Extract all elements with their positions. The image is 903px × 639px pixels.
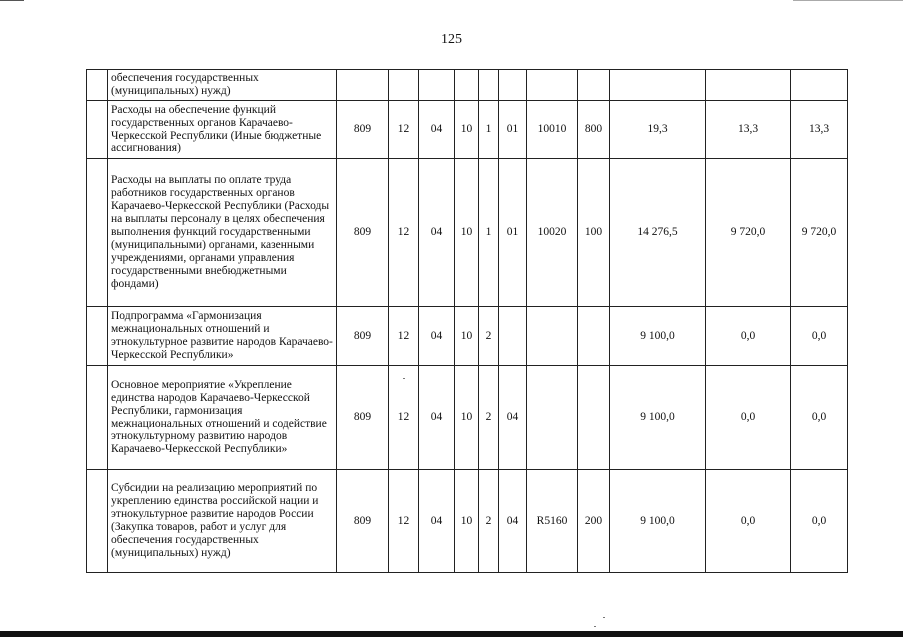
target-event-code xyxy=(499,307,527,366)
page-number: 125 xyxy=(441,32,462,47)
target-event-code: 04 xyxy=(499,470,527,573)
table-row xyxy=(87,70,848,101)
section-code xyxy=(389,70,419,101)
target-program-code: 10 xyxy=(455,366,479,470)
row-marker-cell xyxy=(87,366,108,470)
budget-table xyxy=(86,69,848,573)
amount-year-1: 9 100,0 xyxy=(610,366,706,470)
amount-year-3: 13,3 xyxy=(791,101,848,159)
row-marker-cell xyxy=(87,307,108,366)
row-marker-cell xyxy=(87,70,108,101)
item-name: Субсидии на реализацию мероприятий по укреплению единства российской нации и этнокультурное развитие народов России (Закупка товаров, работ и услуг для обеспечения государственных (муниципальных) нужд) xyxy=(108,470,337,573)
item-name: обеспечения государственных (муниципальных) нужд) xyxy=(108,70,337,101)
table-row xyxy=(87,470,848,573)
target-program-code xyxy=(455,70,479,101)
target-direction-code: 10020 xyxy=(527,159,578,307)
amount-year-3: 0,0 xyxy=(791,366,848,470)
amount-year-2: 0,0 xyxy=(706,366,791,470)
section-code: 12 xyxy=(389,470,419,573)
subsection-code: 04 xyxy=(419,366,455,470)
amount-year-2 xyxy=(706,70,791,101)
amount-year-1: 14 276,5 xyxy=(610,159,706,307)
subsection-code xyxy=(419,70,455,101)
target-subprogram-code: 1 xyxy=(479,159,499,307)
target-subprogram-code: 2 xyxy=(479,366,499,470)
target-subprogram-code: 1 xyxy=(479,101,499,159)
ved-code: 809 xyxy=(337,307,389,366)
amount-year-2: 0,0 xyxy=(706,470,791,573)
table-row xyxy=(87,101,848,159)
expense-type-code: 200 xyxy=(578,470,610,573)
row-marker-cell xyxy=(87,159,108,307)
target-direction-code xyxy=(527,307,578,366)
section-code: 12 xyxy=(389,307,419,366)
item-name: Расходы на обеспечение функций государственных органов Карачаево-Черкесской Республики (Иные бюджетные ассигнования) xyxy=(108,101,337,159)
subsection-code: 04 xyxy=(419,101,455,159)
amount-year-1: 19,3 xyxy=(610,101,706,159)
bottom-edge-band xyxy=(0,631,903,637)
scan-speck xyxy=(403,378,405,379)
target-event-code: 04 xyxy=(499,366,527,470)
target-subprogram-code xyxy=(479,70,499,101)
expense-type-code: 800 xyxy=(578,101,610,159)
target-event-code: 01 xyxy=(499,159,527,307)
section-code: 12 xyxy=(389,101,419,159)
amount-year-3: 0,0 xyxy=(791,470,848,573)
target-subprogram-code: 2 xyxy=(479,470,499,573)
target-event-code xyxy=(499,70,527,101)
item-name: Основное мероприятие «Укрепление единства народов Карачаево-Черкесской Республики, гармонизация межнациональных отношений и содействие этнокультурному развитию народов Карачаево-Черкесской Республики» xyxy=(108,366,337,470)
ved-code: 809 xyxy=(337,159,389,307)
amount-year-3 xyxy=(791,70,848,101)
table-row xyxy=(87,159,848,307)
expense-type-code xyxy=(578,70,610,101)
target-subprogram-code: 2 xyxy=(479,307,499,366)
subsection-code: 04 xyxy=(419,159,455,307)
amount-year-2: 13,3 xyxy=(706,101,791,159)
ved-code: 809 xyxy=(337,101,389,159)
item-name: Расходы на выплаты по оплате труда работников государственных органов Карачаево-Черкесской Республики (Расходы на выплаты персоналу в целях обеспечения выполнения функций государственными (муниципальными) органами, казенными учреждениями, органами управления государственными внебюджетными фондами) xyxy=(108,159,337,307)
expense-type-code xyxy=(578,366,610,470)
scan-speck xyxy=(594,626,596,627)
amount-year-1 xyxy=(610,70,706,101)
top-edge-mark-left xyxy=(0,0,24,1)
target-direction-code: 10010 xyxy=(527,101,578,159)
expense-type-code xyxy=(578,307,610,366)
target-direction-code: R5160 xyxy=(527,470,578,573)
amount-year-2: 9 720,0 xyxy=(706,159,791,307)
top-edge-mark-right xyxy=(793,0,903,1)
subsection-code: 04 xyxy=(419,307,455,366)
row-marker-cell xyxy=(87,470,108,573)
table-row xyxy=(87,307,848,366)
target-direction-code xyxy=(527,70,578,101)
section-code: 12 xyxy=(389,366,419,470)
amount-year-3: 0,0 xyxy=(791,307,848,366)
section-code: 12 xyxy=(389,159,419,307)
scan-speck xyxy=(603,617,605,618)
amount-year-3: 9 720,0 xyxy=(791,159,848,307)
amount-year-1: 9 100,0 xyxy=(610,470,706,573)
target-program-code: 10 xyxy=(455,159,479,307)
ved-code: 809 xyxy=(337,470,389,573)
target-program-code: 10 xyxy=(455,307,479,366)
amount-year-1: 9 100,0 xyxy=(610,307,706,366)
expense-type-code: 100 xyxy=(578,159,610,307)
ved-code: 809 xyxy=(337,366,389,470)
target-event-code: 01 xyxy=(499,101,527,159)
amount-year-2: 0,0 xyxy=(706,307,791,366)
item-name: Подпрограмма «Гармонизация межнациональных отношений и этнокультурное развитие народов Карачаево-Черкесской Республики» xyxy=(108,307,337,366)
target-program-code: 10 xyxy=(455,470,479,573)
subsection-code: 04 xyxy=(419,470,455,573)
table-row xyxy=(87,366,848,470)
row-marker-cell xyxy=(87,101,108,159)
target-direction-code xyxy=(527,366,578,470)
ved-code xyxy=(337,70,389,101)
target-program-code: 10 xyxy=(455,101,479,159)
